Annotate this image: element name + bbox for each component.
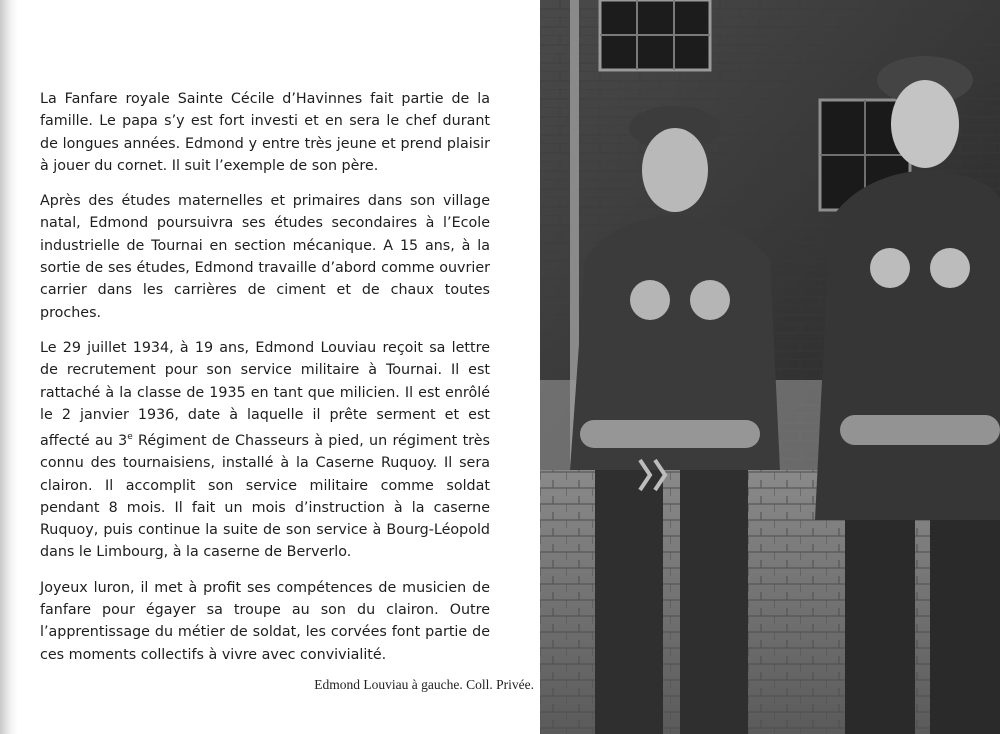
book-spine-shadow — [0, 0, 18, 734]
photo-caption: Edmond Louviau à gauche. Coll. Privée. — [314, 677, 534, 692]
photo-illustration — [540, 0, 1000, 734]
paragraph-2: Après des études maternelles et primaires dans son village natal, Edmond poursuivra ses études secondaires à l’Ecole industrielle de Tournai en section mécanique. A 15 ans, à la sortie de ses études, Edmond travaille d’abord comme ouvrier carrier dans les carrières de ciment et de chaux toutes proches. — [40, 193, 490, 321]
paragraph-3: Le 29 juillet 1934, à 19 ans, Edmond Louviau reçoit sa lettre de recrutement pour son service militaire à Tournai. Il est rattaché à la classe de 1935 en tant que milicien. Il est enrôlé le 2 janvier 1936, date à laquelle il prête serment et est affecté au 3e Régiment de Chasseurs à pied, un régiment très connu des tournaisiens, installé à la Caserne Ruquoy. Il sera clairon. Il accomplit son service militaire comme soldat pendant 8 mois. Il fait un mois d’instruction à la caserne Ruquoy, puis continue la suite de son service à Bourg-Léopold dans le Limbourg, à la caserne de Berverlo. — [40, 339, 490, 561]
historical-photo — [540, 0, 1000, 734]
article-text — [40, 88, 490, 679]
paragraph-4: Joyeux luron, il met à profit ses compétences de musicien de fanfare pour égayer sa troupe au son du clairon. Outre l’apprentissage du métier de soldat, les corvées font partie de ces moments collectifs à vivre avec convivialité. — [40, 579, 490, 663]
paragraph-1: La Fanfare royale Sainte Cécile d’Havinnes fait partie de la famille. Le papa s’y est fort investi et en sera le chef durant de longues années. Edmond y entre très jeune et prend plaisir à jouer du cornet. Il suit l’exemple de son père. — [40, 91, 490, 174]
